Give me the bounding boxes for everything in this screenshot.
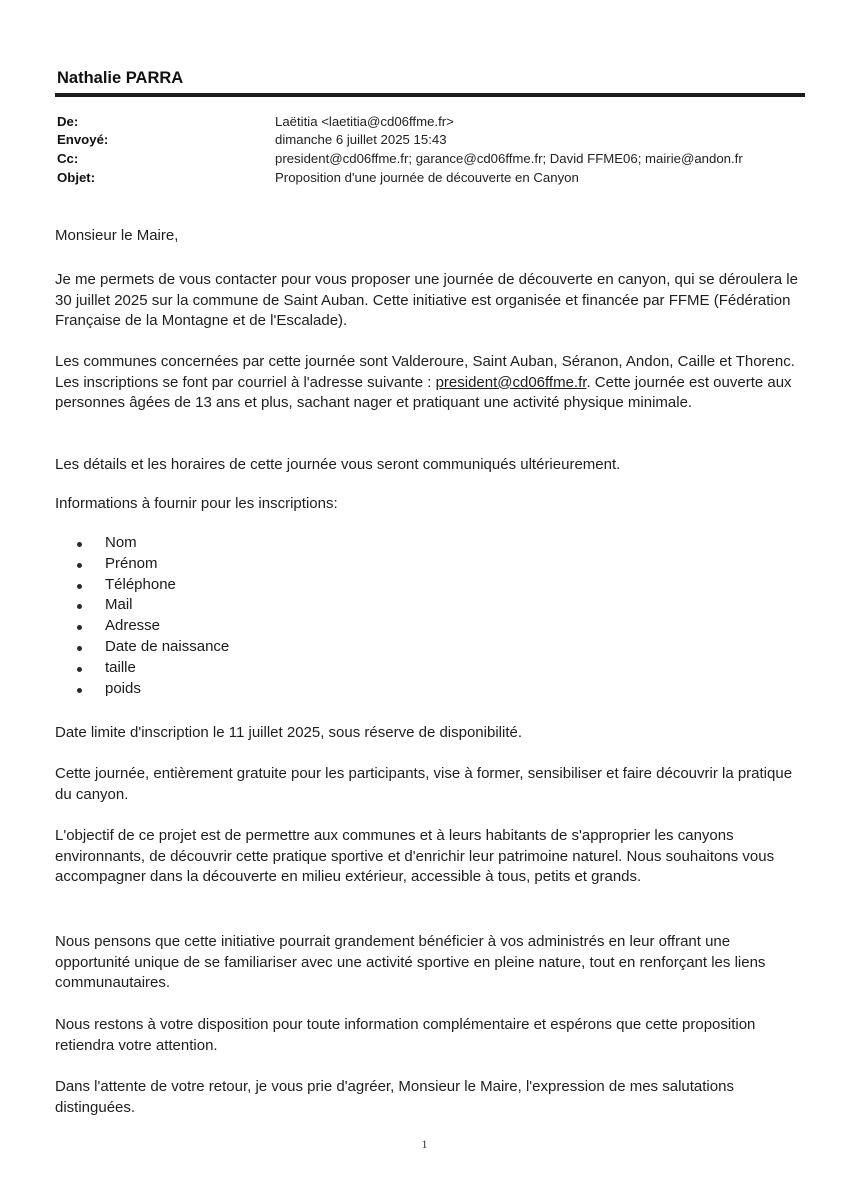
bullet-icon [77, 604, 82, 609]
sent-value: dimanche 6 juillet 2025 15:43 [275, 132, 447, 147]
list-intro-text: Informations à fournir pour les inscriptions: [55, 495, 338, 512]
closing-salutation-text: Dans l'attente de votre retour, je vous prie d'agréer, Monsieur le Maire, l'expression de mes salutations distinguées. [55, 1078, 734, 1116]
paragraph-free-text: Cette journée, entièrement gratuite pour les participants, vise à former, sensibiliser et faire découvrir la pratique du canyon. [55, 765, 793, 803]
paragraph-availability [55, 1015, 800, 1056]
paragraph-objective [55, 826, 800, 888]
paragraph-deadline [55, 723, 800, 744]
bullet-icon [77, 667, 82, 672]
closing-salutation [55, 1077, 800, 1118]
paragraph-availability-text: Nous restons à votre disposition pour toute information complémentaire et espérons que cette proposition retiendra votre attention. [55, 1016, 756, 1054]
cc-value: president@cd06ffme.fr; garance@cd06ffme.fr; David FFME06; mairie@andon.fr [275, 151, 743, 166]
paragraph-benefit-text: Nous pensons que cette initiative pourrait grandement bénéficier à vos administrés en leur offrant une opportunité unique de se familiariser avec une activité sportive en pleine nature, tout en renforçant les liens communautaires. [55, 933, 766, 991]
bullet-icon [77, 646, 82, 651]
bullet-icon [77, 542, 82, 547]
greeting-text: Monsieur le Maire, [55, 227, 179, 244]
greeting [55, 226, 800, 247]
list-item: Date de naissance [55, 637, 455, 658]
communes-text-start: Les communes concernées par cette journée sont Valderoure, Saint Auban, Séranon, Andon, Caille et Thorenc. Les inscriptions se font par courriel à l'adresse suivante : [55, 353, 795, 391]
sent-label: Envoyé: [57, 132, 109, 147]
paragraph-benefit [55, 932, 800, 994]
registration-email-link[interactable]: president@cd06ffme.fr [435, 373, 587, 391]
communes-text-end: . Cette journée est ouverte aux personnes âgées de 13 ans et plus, sachant nager et pratiquant une activité physique minimale. [55, 373, 792, 411]
list-item: Téléphone [55, 575, 455, 596]
paragraph-details-text: Les détails et les horaires de cette journée vous seront communiqués ultérieurement. [55, 456, 621, 473]
header-divider [55, 93, 805, 97]
cc-label: Cc: [57, 151, 79, 166]
list-item: taille [55, 658, 455, 679]
paragraph-details [55, 455, 800, 476]
subject-label: Objet: [57, 170, 96, 185]
bullet-icon [77, 625, 82, 630]
mailbox-owner-name: Nathalie PARRA [57, 69, 184, 87]
page-number: 1 [421, 1137, 428, 1151]
paragraph-deadline-text: Date limite d'inscription le 11 juillet 2025, sous réserve de disponibilité. [55, 724, 522, 741]
registration-info-list [55, 533, 455, 699]
list-item: Prénom [55, 554, 455, 575]
paragraph-communes [55, 352, 800, 414]
subject-value: Proposition d'une journée de découverte en Canyon [275, 170, 579, 185]
paragraph-invitation [55, 270, 800, 332]
bullet-icon [77, 688, 82, 693]
list-item: Mail [55, 595, 455, 616]
from-label: De: [57, 114, 79, 129]
list-intro [55, 494, 800, 515]
bullet-icon [77, 584, 82, 589]
bullet-icon [77, 563, 82, 568]
paragraph-objective-text: L'objectif de ce projet est de permettre aux communes et à leurs habitants de s'approprier les canyons environnants, de découvrir cette pratique sportive et d'enrichir leur patrimoine naturel. Nous souhaitons vous accompagner dans la découverte en milieu extérieur, accessible à tous, petits et grands. [55, 827, 775, 885]
paragraph-communes-text [55, 352, 800, 414]
list-item: Adresse [55, 616, 455, 637]
paragraph-free [55, 764, 800, 805]
list-item: poids [55, 679, 455, 700]
from-value: Laëtitia <laetitia@cd06ffme.fr> [275, 114, 454, 129]
list-item: Nom [55, 533, 455, 554]
paragraph-invitation-text: Je me permets de vous contacter pour vous proposer une journée de découverte en canyon, qui se déroulera le 30 juillet 2025 sur la commune de Saint Auban. Cette initiative est organisée et financée par FFME (Fédération Française de la Montagne et de l'Escalade). [55, 271, 798, 329]
